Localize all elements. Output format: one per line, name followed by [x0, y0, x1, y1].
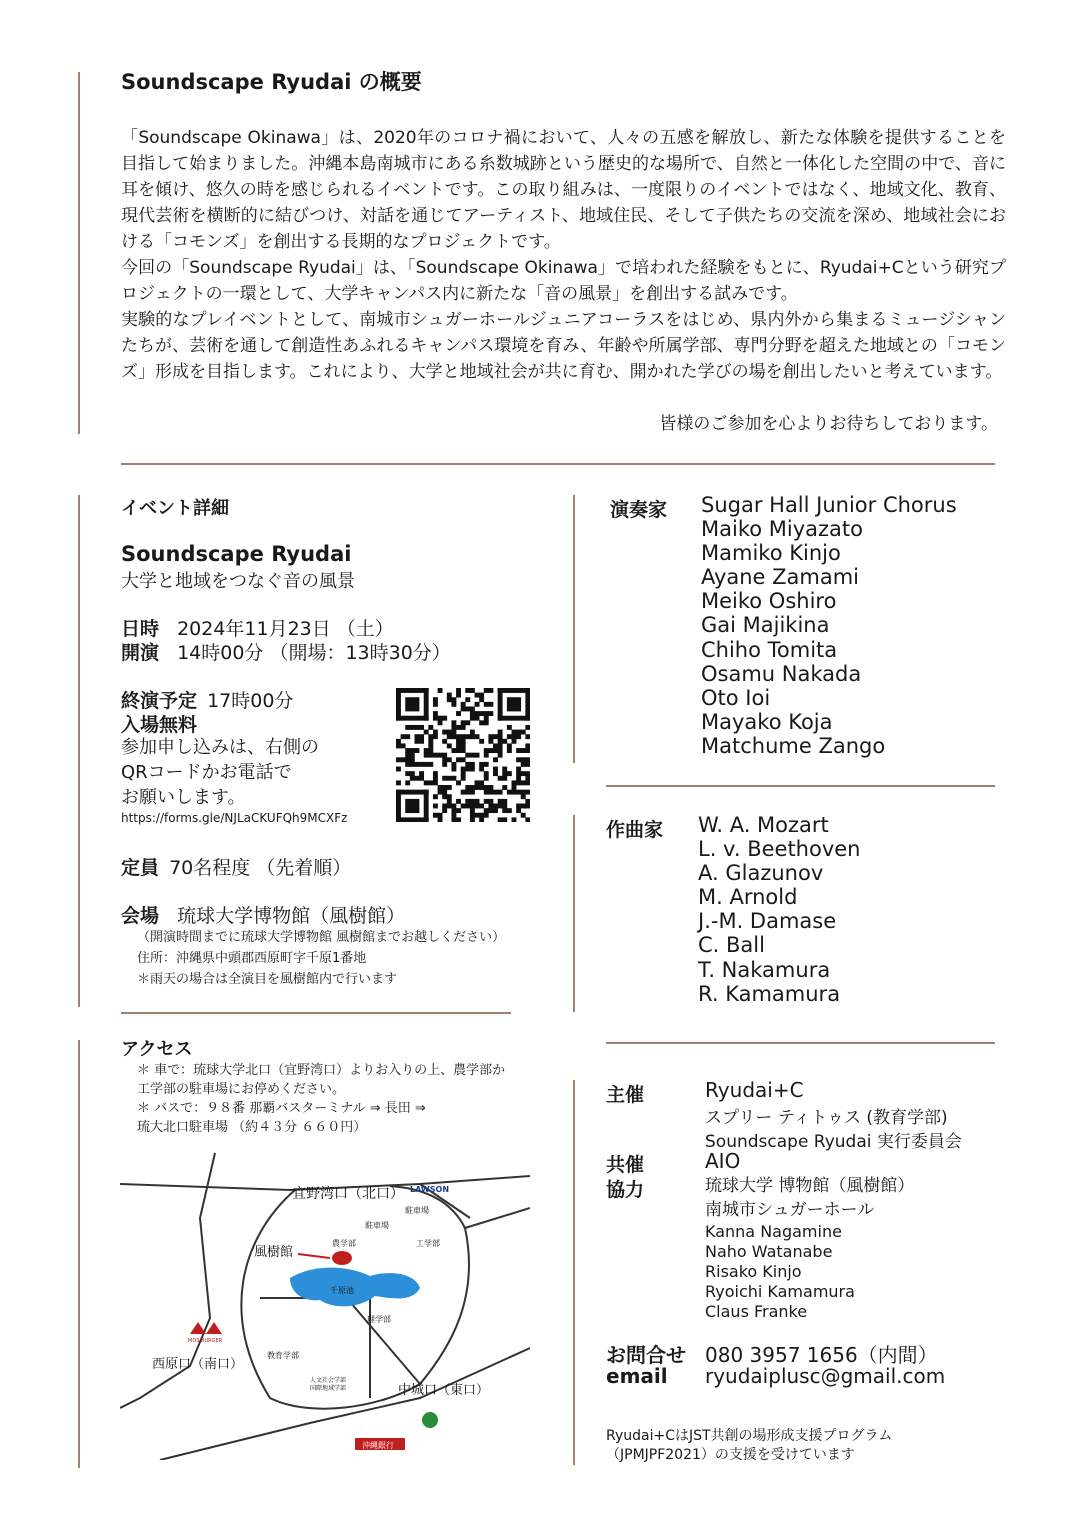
- overview-rule: [78, 72, 80, 434]
- map-pond-label: 千原池: [330, 1286, 354, 1295]
- performer-name: Mamiko Kinjo: [701, 541, 841, 566]
- coop-4: Naho Watanabe: [705, 1242, 833, 1261]
- coop-7: Claus Franke: [705, 1302, 808, 1321]
- seven-eleven-icon: [422, 1412, 438, 1428]
- host-2: スプリー ティトゥス (教育学部): [705, 1108, 948, 1128]
- coop-3: Kanna Nagamine: [705, 1222, 842, 1241]
- event-end-row: [121, 686, 293, 713]
- date-value: 2024年11月23日 （土）: [177, 618, 394, 640]
- overview-title: Soundscape Ryudai の概要: [121, 70, 422, 94]
- funding-line-1: Ryudai+CはJST共創の場形成支援プログラム: [606, 1428, 893, 1444]
- bus-directions-1: ＊ バスで：９８番 那覇バスターミナル ⇒ 長田 ⇒: [137, 1101, 426, 1116]
- performer-name: Maiko Miyazato: [701, 517, 863, 542]
- event-start-row: [121, 638, 451, 665]
- map-parking-2: 駐車場: [405, 1206, 429, 1215]
- map-museum: 風樹館: [254, 1245, 294, 1260]
- host-3: Soundscape Ryudai 実行委員会: [705, 1132, 962, 1152]
- cohost-value: AIO: [705, 1149, 741, 1173]
- event-subtitle: 大学と地域をつなぐ音の風景: [121, 571, 355, 592]
- map-agri: 農学部: [332, 1239, 356, 1248]
- performer-name: Mayako Koja: [701, 709, 833, 734]
- performer-name: Osamu Nakada: [701, 661, 862, 686]
- map-parking-1: 駐車場: [365, 1221, 389, 1230]
- map-north-gate: 宜野湾口（北口）: [292, 1186, 404, 1202]
- map-east-gate: 中城口（東口）: [398, 1383, 490, 1398]
- composers-rule: [573, 815, 575, 1012]
- venue-notes: [137, 927, 505, 990]
- performers-list: [701, 493, 957, 758]
- overview-divider: [121, 463, 995, 465]
- map-sci: 理学部: [367, 1315, 391, 1324]
- funding-note: [606, 1427, 892, 1465]
- composer-name: J.-M. Damase: [698, 909, 837, 934]
- performer-name: Gai Majikina: [701, 613, 830, 638]
- apply-instructions: [121, 735, 319, 810]
- end-value: 17時00分: [207, 690, 294, 712]
- composers-divider: [606, 1042, 995, 1044]
- venue-note: （開演時間までに琉球大学博物館 風樹館までお越しください）: [137, 930, 506, 945]
- map-road-branch: [345, 1296, 420, 1384]
- performer-name: Chiho Tomita: [701, 637, 838, 662]
- event-venue-row: [121, 901, 405, 928]
- performer-name: Ayane Zamami: [701, 565, 860, 590]
- campus-map: [120, 1148, 530, 1460]
- performer-name: Matchume Zango: [701, 733, 886, 758]
- apply-line-3: お願いします。: [121, 787, 246, 808]
- map-bank: 沖縄銀行: [362, 1441, 394, 1450]
- overview-closing: 皆様のご参加を心よりお待ちしております。: [659, 414, 998, 434]
- coop-6: Ryoichi Kamamura: [705, 1282, 855, 1301]
- car-directions-1: ＊ 車で：琉球大学北口（宜野湾口）よりお入りの上、農学部か: [137, 1063, 506, 1078]
- performer-name: Meiko Oshiro: [701, 589, 837, 614]
- capacity-value: 70名程度 （先着順）: [169, 857, 352, 879]
- end-label: 終演予定: [121, 690, 198, 712]
- coop-2: 南城市シュガーホール: [705, 1200, 875, 1220]
- event-divider: [121, 1012, 511, 1014]
- performers-divider: [606, 785, 995, 787]
- rain-note: ＊雨天の場合は全演目を風樹館内で行います: [137, 972, 398, 987]
- host-1: Ryudai+C: [705, 1078, 804, 1102]
- event-name: Soundscape Ryudai: [121, 542, 352, 566]
- composer-name: A. Glazunov: [698, 861, 824, 886]
- bus-directions-2: 琉大北口駐車場 （約４３分 ６６０円）: [137, 1120, 367, 1135]
- event-capacity-row: [121, 853, 351, 880]
- email-label: email: [606, 1364, 668, 1388]
- overview-paragraph-2: 今回の「Soundscape Ryudai」は、「Soundscape Okinawa」で培われた経験をもとに、Ryudai+Cという研究プロジェクトの一環として、大学キャンパス内に新たな「音の風景」を創出する試みです。: [121, 258, 1006, 304]
- composer-name: R. Kamamura: [698, 981, 841, 1006]
- venue-label: 会場: [121, 905, 160, 927]
- venue-address: 住所：沖縄県中頭郡西原町字千原1番地: [137, 951, 367, 966]
- composers-list: [698, 813, 861, 1006]
- composer-name: L. v. Beethoven: [698, 837, 861, 862]
- map-eng: 工学部: [416, 1239, 440, 1248]
- start-label: 開演: [121, 642, 160, 664]
- access-directions: [137, 1061, 505, 1137]
- composer-name: W. A. Mozart: [698, 813, 829, 837]
- map-pond: [290, 1268, 420, 1307]
- apply-line-1: 参加申し込みは、右側の: [121, 737, 319, 758]
- registration-url[interactable]: https://forms.gle/NJLaCKUFQh9MCXFz: [121, 811, 348, 825]
- contact-phone[interactable]: 080 3957 1656（内間）: [705, 1343, 938, 1367]
- contact-label: お問合せ: [606, 1343, 686, 1367]
- performers-label: 演奏家: [610, 499, 668, 521]
- composer-name: M. Arnold: [698, 885, 798, 910]
- map-edu: 教育学部: [267, 1351, 299, 1360]
- event-section-title: イベント詳細: [121, 498, 229, 519]
- apply-line-2: QRコードかお電話で: [121, 762, 292, 783]
- organizers-rule: [573, 1080, 575, 1465]
- map-road-east: [465, 1208, 530, 1228]
- overview-paragraph-1: 「Soundscape Okinawa」は、2020年のコロナ禍において、人々の五感を解放し、新たな体験を提供することを目指して始まりました。沖縄本島南城市にある糸数城跡という歴史的な場所で、自然と一体化した空間の中で、音に耳を傾け、悠久の時を感じられるイベントです。この取り組みは、一度限りのイベントではなく、地域文化、教育、現代芸術を横断的に結びつけ、対話を通じてアーティスト、地域住民、そして子供たちの交流を深め、地域社会における「コモンズ」を創出する長期的なプロジェクトです。: [121, 128, 1006, 252]
- event-date-row: [121, 614, 394, 641]
- car-directions-2: 工学部の駐車場にお停めください。: [137, 1082, 346, 1097]
- email-address[interactable]: ryudaiplusc@gmail.com: [705, 1364, 946, 1388]
- qr-code[interactable]: [396, 688, 530, 822]
- cooperation-list: [705, 1174, 914, 1322]
- capacity-label: 定員: [121, 857, 160, 879]
- performers-rule: [573, 495, 575, 763]
- overview-paragraph-3: 実験的なプレイベントとして、南城市シュガーホールジュニアコーラスをはじめ、県内外から集まるミュージシャンたちが、芸術を通して創造性あふれるキャンパス環境を育み、年齢や所属学部、専門分野を超えた地域との「コモンズ」形成を目指します。これにより、大学と地域社会が共に育む、開かれた学びの場を創出したいと考えています。: [121, 310, 1006, 382]
- map-mos: MOS BURGER: [188, 1338, 223, 1344]
- venue-value: 琉球大学博物館（風樹館）: [177, 905, 406, 927]
- map-hum-2: 国際地域学部: [310, 1385, 347, 1392]
- map-hum-1: 人文社会学部: [310, 1377, 347, 1384]
- map-west-gate: 西原口（南口）: [152, 1357, 244, 1372]
- funding-line-2: （JPMJPF2021）の支援を受けています: [606, 1447, 855, 1463]
- performer-name: Sugar Hall Junior Chorus: [701, 493, 957, 517]
- cohost-label: 共催: [606, 1154, 645, 1176]
- composer-name: C. Ball: [698, 933, 765, 958]
- coop-5: Risako Kinjo: [705, 1262, 802, 1281]
- overview-body: [121, 125, 1006, 385]
- cooperation-label: 協力: [606, 1179, 645, 1201]
- access-title: アクセス: [121, 1039, 193, 1060]
- free-entry-label: 入場無料: [121, 714, 198, 736]
- museum-marker: [332, 1251, 352, 1265]
- performer-name: Oto Ioi: [701, 685, 771, 710]
- access-rule: [78, 1040, 80, 1468]
- start-value: 14時00分 （開場：13時30分）: [177, 642, 451, 664]
- event-rule: [78, 495, 80, 1007]
- host-label: 主催: [606, 1084, 645, 1106]
- coop-1: 琉球大学 博物館（風樹館）: [705, 1176, 915, 1196]
- composer-name: T. Nakamura: [698, 957, 831, 982]
- composers-label: 作曲家: [606, 819, 664, 841]
- map-lawson: LAWSON: [410, 1185, 450, 1194]
- date-label: 日時: [121, 618, 160, 640]
